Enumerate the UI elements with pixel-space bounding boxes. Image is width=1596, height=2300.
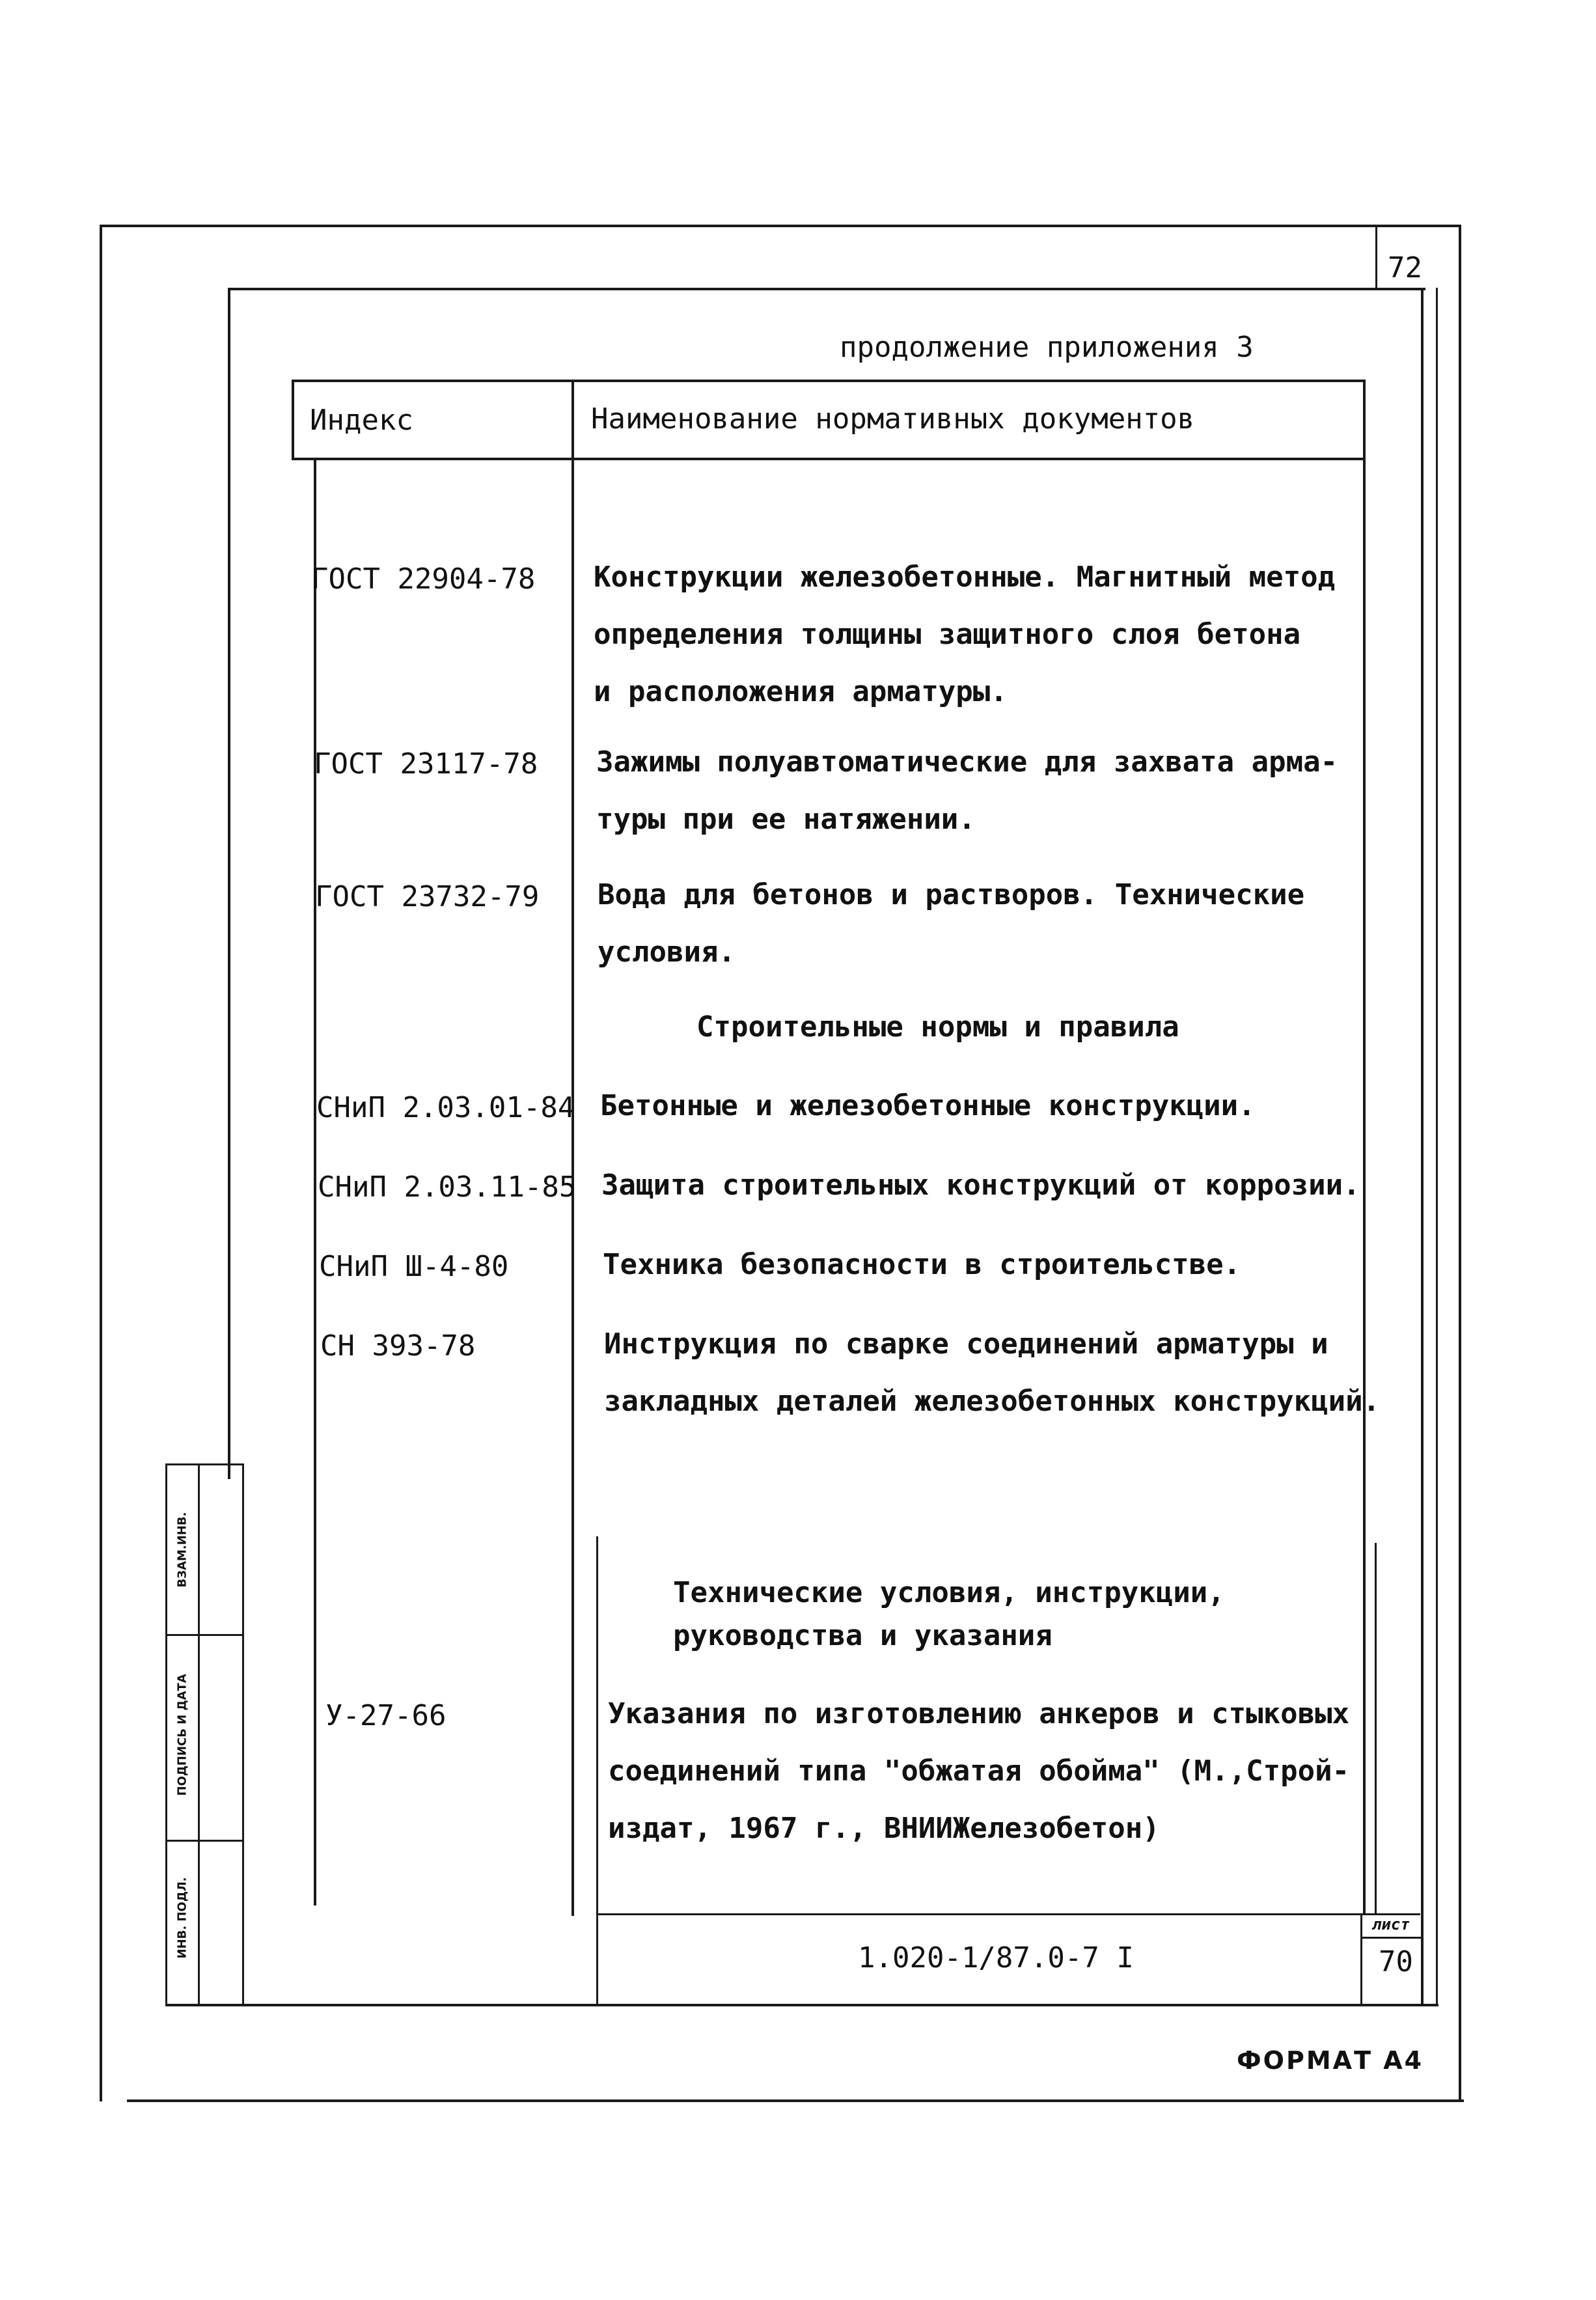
description-line: Бетонные и железобетонные конструкции. <box>600 1089 1256 1122</box>
entry-description <box>600 1077 1256 1135</box>
side-block-mid <box>198 1463 200 2006</box>
entry-description <box>608 1685 1349 1857</box>
table-col-divider-low <box>596 1536 598 2005</box>
section-heading-line: руководства и указания <box>673 1619 1053 1652</box>
side-block-div-1 <box>165 1634 243 1636</box>
description-line: Вода для бетонов и растворов. Технические <box>598 878 1305 911</box>
description-line: Инструкция по сварке соединений арматуры и <box>604 1327 1328 1361</box>
side-label-vzam-inv: ВЗАМ.ИНВ. <box>175 1512 189 1588</box>
outer-frame-left <box>100 225 102 2101</box>
entry-description <box>598 866 1304 981</box>
table-right-border-low <box>1375 1543 1377 1914</box>
description-line: Техника безопасности в строительстве. <box>603 1248 1241 1281</box>
section-heading-line: Технические условия, инструкции, <box>673 1576 1225 1609</box>
description-line: закладных деталей железобетонных конструкций. <box>604 1385 1381 1418</box>
column-header-index: Индекс <box>310 404 413 437</box>
table-left-border <box>292 380 294 460</box>
description-line: Указания по изготовлению анкеров и стыковых <box>608 1697 1350 1730</box>
entry-description <box>603 1236 1241 1294</box>
table-left-border-body <box>314 460 316 1905</box>
entry-code: У-27-66 <box>325 1699 447 1732</box>
header-note: продолжение приложения 3 <box>840 331 1254 364</box>
description-line: Конструкции железобетонные. Магнитный метод <box>594 561 1336 594</box>
outer-frame-bottom <box>127 2099 1464 2102</box>
stamp-document-code: 1.020-1/87.0-7 I <box>858 1941 1134 1974</box>
page-number: 72 <box>1388 251 1422 284</box>
inner-frame-right <box>1421 288 1424 2006</box>
stamp-sheet-number: 70 <box>1379 1945 1413 1978</box>
description-line: определения толщины защитного слоя бетона <box>594 618 1301 651</box>
side-label-inv-podl: ИНВ. ПОДЛ. <box>175 1877 189 1959</box>
description-line: Зажимы полуавтоматические для захвата арма- <box>596 745 1338 779</box>
table-column-divider <box>571 380 574 1916</box>
entry-description <box>596 734 1338 848</box>
column-header-name: Наименование нормативных документов <box>591 402 1195 436</box>
entry-code: СНиП Ш-4-80 <box>319 1250 509 1283</box>
side-block-top <box>165 1463 243 1465</box>
entry-code: ГОСТ 23117-78 <box>314 747 538 781</box>
inner-frame-bottom <box>165 2004 1438 2006</box>
inner-frame-left <box>228 288 230 1479</box>
description-line: издат, 1967 г., ВНИИЖелезобетон) <box>608 1812 1160 1845</box>
outer-frame-right <box>1459 225 1461 2101</box>
entry-code: СН 393-78 <box>320 1329 476 1363</box>
table-right-border <box>1363 380 1366 1913</box>
stamp-top-border <box>596 1913 1420 1915</box>
table-header-separator <box>292 458 1366 460</box>
side-label-podpis-data: ПОДПИСЬ И ДАТА <box>175 1674 189 1796</box>
entry-description <box>604 1316 1380 1430</box>
description-line: туры при ее натяжении. <box>596 803 976 836</box>
side-block-div-2 <box>165 1840 243 1842</box>
stamp-sheet-label-line <box>1360 1937 1422 1939</box>
inner-frame-right-2 <box>1436 288 1438 2006</box>
inner-frame-top <box>228 288 1425 290</box>
stamp-sheet-label: лист <box>1372 1915 1410 1933</box>
entry-description <box>594 549 1335 721</box>
description-line: соединений типа "обжатая обойма" (М.,Строй- <box>608 1754 1350 1788</box>
side-block-left <box>165 1463 167 2006</box>
entry-code: СНиП 2.03.01-84 <box>316 1091 575 1124</box>
section-heading-snip: Строительные нормы и правила <box>696 1010 1179 1044</box>
description-line: и расположения арматуры. <box>594 675 1008 708</box>
entry-code: СНиП 2.03.11-85 <box>318 1171 577 1204</box>
description-line: Защита строительных конструкций от коррозии. <box>601 1169 1360 1202</box>
stamp-sheet-divider <box>1360 1913 1362 2004</box>
entry-description <box>601 1157 1360 1214</box>
entry-code: ГОСТ 22904-78 <box>311 562 536 596</box>
entry-code: ГОСТ 23732-79 <box>315 880 540 913</box>
description-line: условия. <box>598 935 736 969</box>
format-label: ФОРМАТ А4 <box>1237 2046 1424 2075</box>
table-top-border <box>292 380 1366 382</box>
side-block-right <box>242 1463 244 2006</box>
page-number-box-left <box>1375 225 1377 288</box>
outer-frame-top <box>100 225 1461 227</box>
section-heading-tu <box>673 1572 1225 1657</box>
